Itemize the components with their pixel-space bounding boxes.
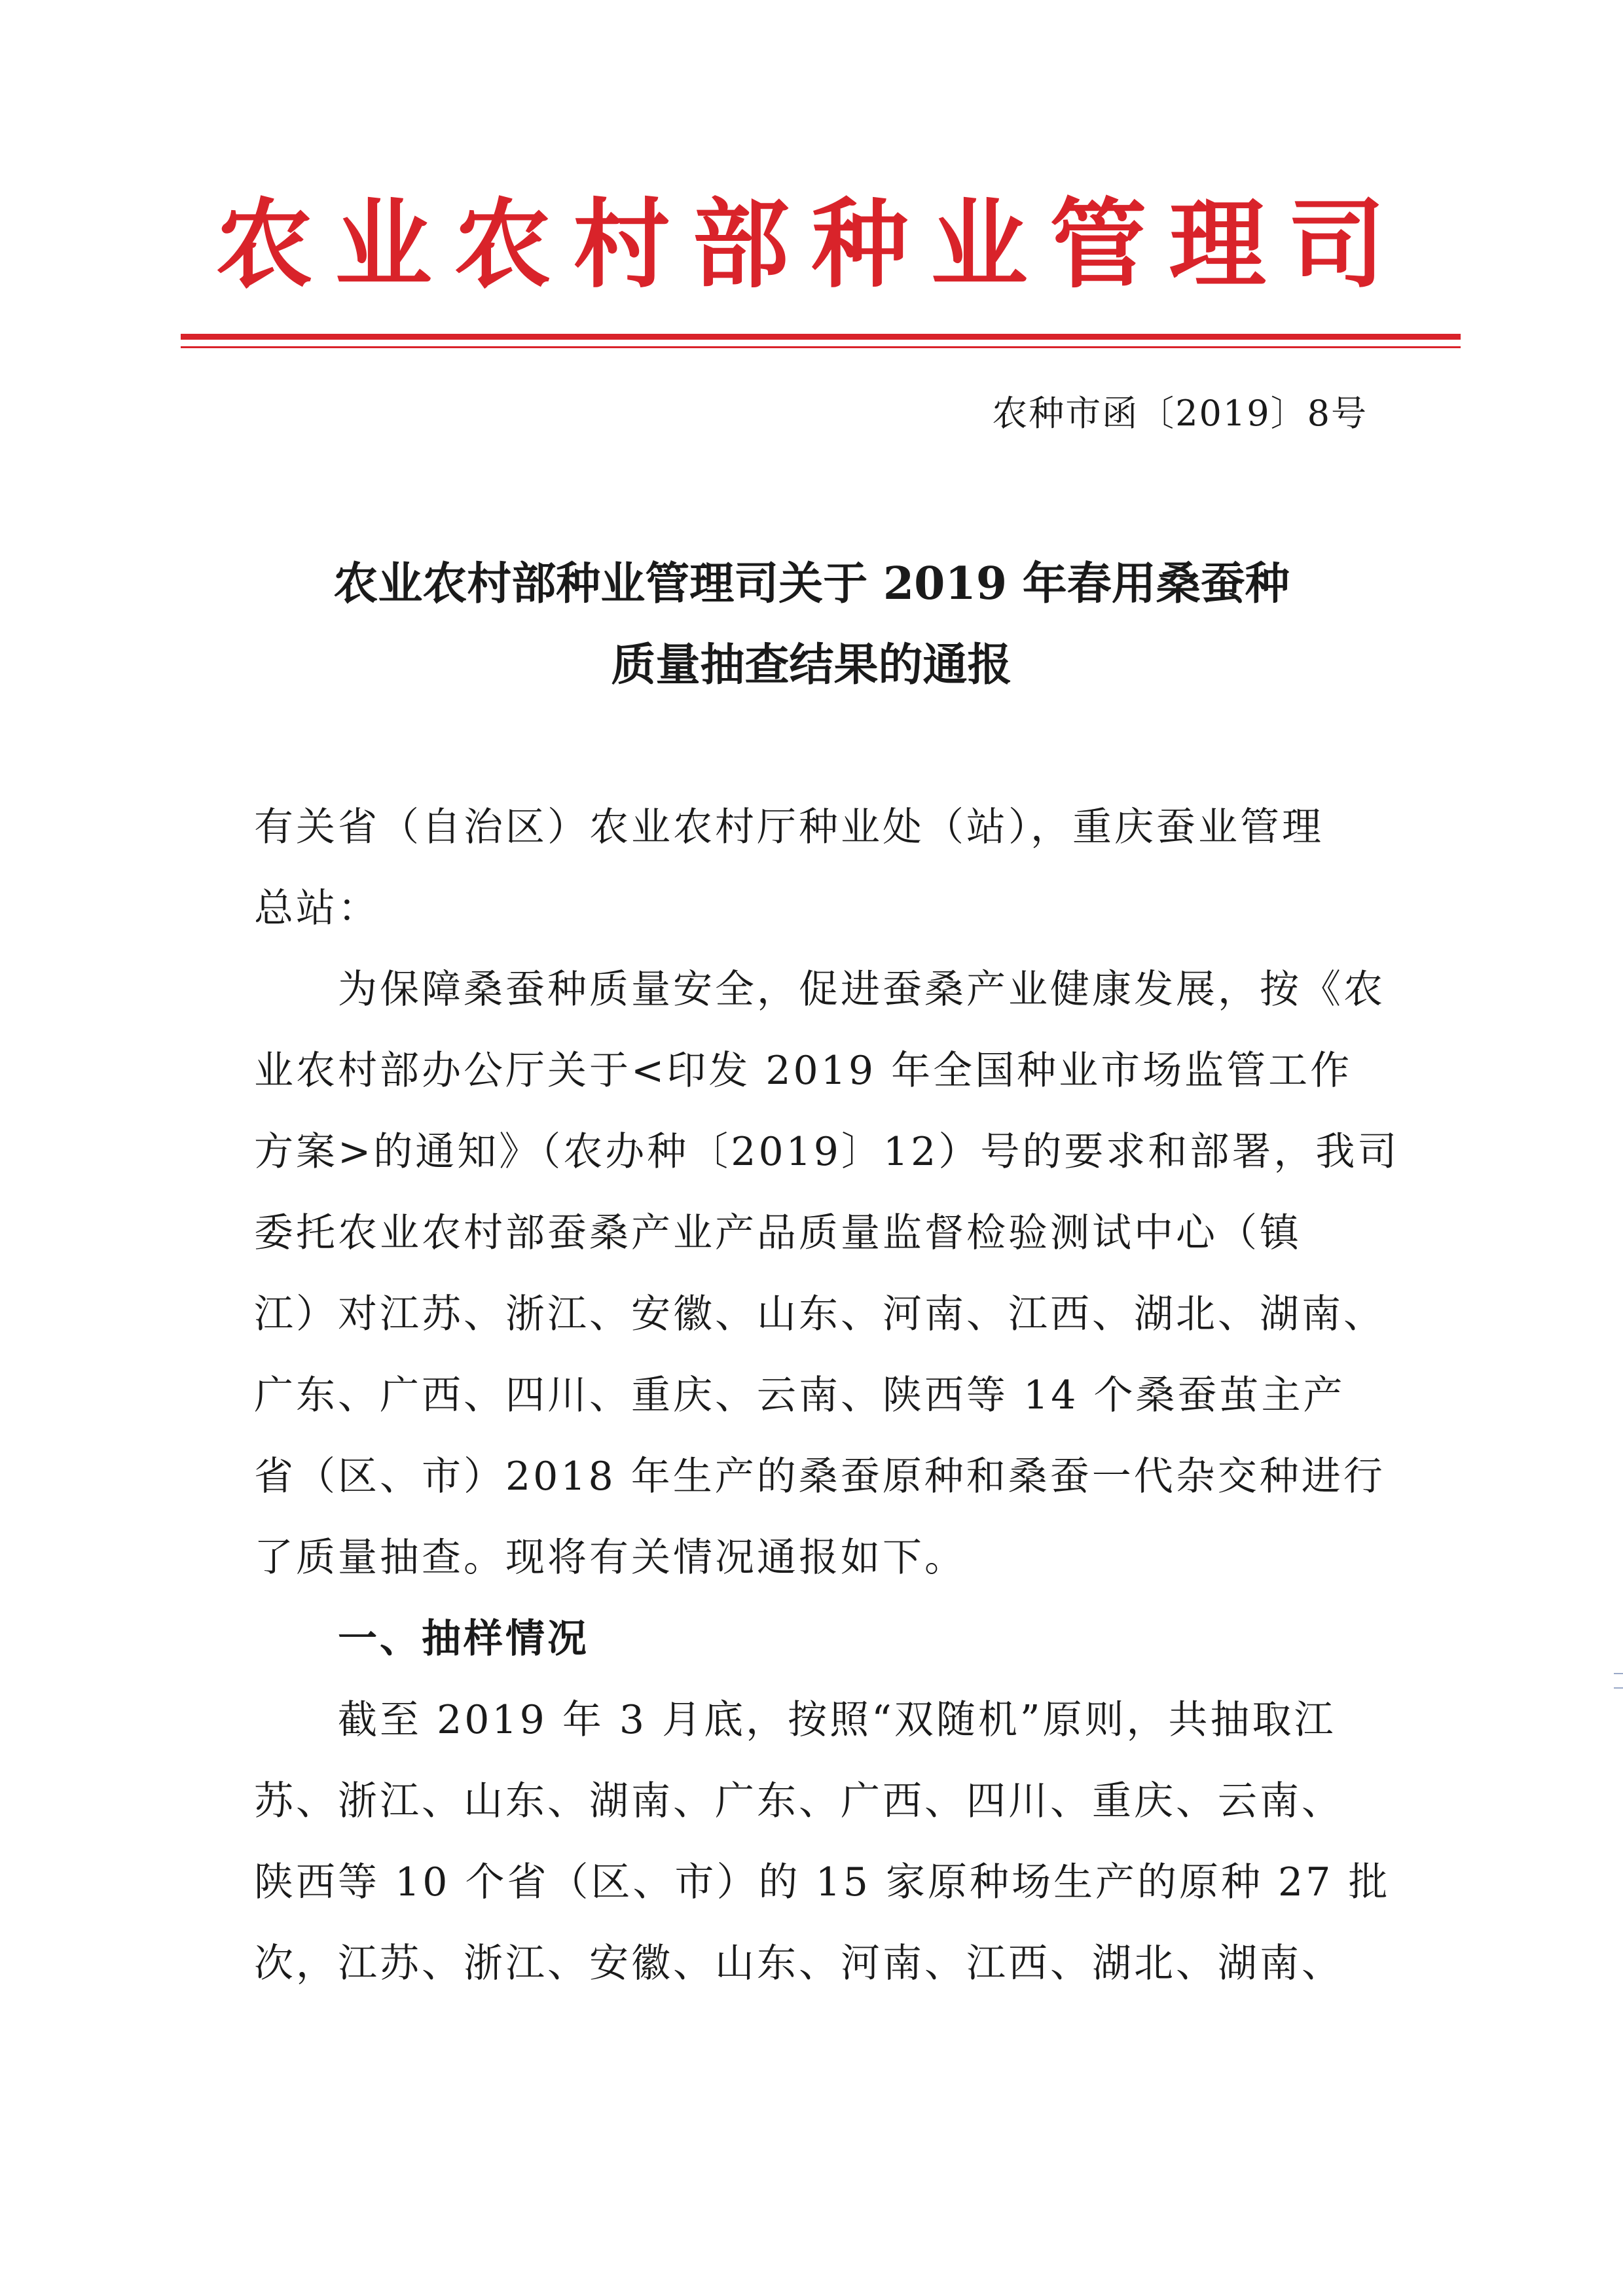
paragraph-line: 截至 2019 年 3 月底，按照“双随机”原则，共抽取江 — [338, 1697, 1336, 1743]
document-title-line-2: 质量抽查结果的通报 — [611, 639, 1012, 691]
paragraph-line: 广东、广西、四川、重庆、云南、陕西等 14 个桑蚕茧主产 — [254, 1372, 1345, 1418]
addressee-line: 有关省（自治区）农业农村厅种业处（站），重庆蚕业管理 — [254, 804, 1324, 850]
paragraph-line: 委托农业农村部蚕桑产业产品质量监督检验测试中心（镇 — [254, 1210, 1302, 1256]
paragraph-line: 方案>的通知》（农办种〔2019〕12）号的要求和部署，我司 — [254, 1129, 1400, 1175]
paragraph-line: 陕西等 10 个省（区、市）的 15 家原种场生产的原种 27 批 — [254, 1859, 1391, 1905]
paragraph-line: 业农村部办公厅关于<印发 2019 年全国种业市场监管工作 — [254, 1048, 1353, 1094]
scan-margin-mark — [1614, 1687, 1623, 1689]
addressee-line: 总站： — [254, 886, 380, 931]
paragraph-line: 为保障桑蚕种质量安全，促进蚕桑产业健康发展，按《农 — [338, 967, 1385, 1013]
paragraph-line: 省（区、市）2018 年生产的桑蚕原种和桑蚕一代杂交种进行 — [254, 1454, 1385, 1499]
scan-margin-mark — [1614, 1673, 1623, 1674]
document-number: 农种市函〔2019〕8号 — [992, 393, 1368, 434]
section-heading: 一、抽样情况 — [338, 1616, 589, 1662]
paragraph-line: 苏、浙江、山东、湖南、广东、广西、四川、重庆、云南、 — [254, 1778, 1343, 1824]
paragraph-line: 了质量抽查。现将有关情况通报如下。 — [254, 1535, 966, 1581]
document-body — [254, 787, 1400, 2004]
masthead-rule-thick — [181, 334, 1461, 340]
paragraph-line: 次，江苏、浙江、安徽、山东、河南、江西、湖北、湖南、 — [254, 1941, 1343, 1986]
masthead-rule-thin — [181, 346, 1461, 348]
masthead-title: 农业农村部种业管理司 — [215, 188, 1408, 301]
document-title-line-1: 农业农村部种业管理司关于 2019 年春用桑蚕种 — [333, 558, 1290, 610]
paragraph-line: 江）对江苏、浙江、安徽、山东、河南、江西、湖北、湖南、 — [254, 1291, 1385, 1337]
